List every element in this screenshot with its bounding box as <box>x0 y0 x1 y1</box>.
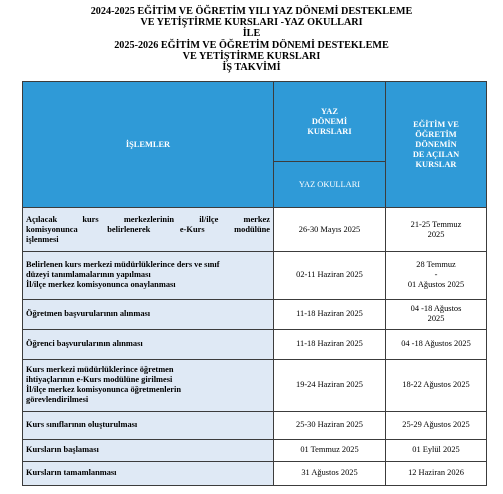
row-operation-line: komisyonunca belirlenerek e-Kurs modülüne <box>26 224 270 234</box>
row-egitim-date <box>386 329 487 359</box>
row-operation-line: ihtiyaçlarının e-Kurs modülüne girilmesi <box>26 375 173 385</box>
column-header-egitim-line: EĞİTİM VE <box>413 119 459 129</box>
row-operation-line: Belirlenen kurs merkezi müdürlüklerince ders ve sınıf <box>26 260 220 270</box>
column-header-yaz-line: KURSLARI <box>307 126 352 136</box>
row-operation-line: Kurs sınıflarının oluşturulması <box>26 420 138 430</box>
row-yaz-date <box>274 439 386 461</box>
row-egitim-date <box>386 252 487 299</box>
row-yaz-date <box>274 411 386 439</box>
header-line: 2024-2025 EĞİTİM VE ÖĞRETİM YILI YAZ DÖNEMİ DESTEKLEME <box>90 6 413 17</box>
row-operation-line: Öğrenci başvurularının alınması <box>26 339 143 349</box>
row-yaz-date <box>274 252 386 299</box>
column-header-yaz <box>274 82 386 162</box>
row-operation <box>23 461 274 485</box>
column-header-egitim-line: ÖĞRETİM <box>415 129 457 139</box>
row-yaz-date-line: 25-30 Haziran 2025 <box>296 420 363 430</box>
column-subheader-yaz-okullari: YAZ OKULLARI <box>274 162 386 208</box>
row-operation-line: İl/ilçe merkez komisyonunca onaylanması <box>26 280 176 290</box>
column-header-islemler: İŞLEMLER <box>23 82 274 208</box>
row-operation <box>23 359 274 411</box>
row-egitim-date-line: 25-29 Ağustos 2025 <box>402 420 470 430</box>
row-yaz-date-line: 11-18 Haziran 2025 <box>296 309 363 319</box>
row-operation <box>23 329 274 359</box>
row-yaz-date-line: 26-30 Mayıs 2025 <box>298 224 361 234</box>
table-row <box>23 329 487 359</box>
table-row <box>23 359 487 411</box>
row-operation-line: Kursların tamamlanması <box>26 468 117 478</box>
row-operation <box>23 439 274 461</box>
header-line: 2025-2026 EĞİTİM VE ÖĞRETİM DÖNEMİ DESTEKLEME <box>114 39 389 51</box>
schedule-table <box>22 81 487 486</box>
column-header-egitim-line: DE AÇILAN <box>412 149 460 159</box>
row-egitim-date-line: 28 Temmuz <box>416 260 456 270</box>
header-line: İŞ TAKVİMİ <box>222 62 281 74</box>
column-header-egitim <box>386 82 487 208</box>
column-header-yaz-line: DÖNEMİ <box>311 116 348 126</box>
column-header-egitim-line: KURSLAR <box>415 159 457 169</box>
table-row <box>23 208 487 252</box>
row-egitim-date <box>386 411 487 439</box>
row-egitim-date-line: 2025 <box>427 229 445 239</box>
header-line: VE YETİŞTİRME KURSLARI -YAZ OKULLARI <box>140 17 363 29</box>
header-line: İLE <box>242 28 261 40</box>
row-egitim-date-line: - <box>434 270 438 280</box>
row-egitim-date-line: 2025 <box>427 314 445 324</box>
row-operation <box>23 208 274 252</box>
row-yaz-date <box>274 359 386 411</box>
row-egitim-date-line: 12 Haziran 2026 <box>408 468 464 478</box>
row-yaz-date <box>274 329 386 359</box>
row-egitim-date <box>386 461 487 485</box>
row-operation-line: Kursların başlaması <box>26 445 99 455</box>
column-header-egitim-line: DÖNEMİN <box>415 139 457 149</box>
row-egitim-date <box>386 299 487 329</box>
row-egitim-date-line: 18-22 Ağustos 2025 <box>402 380 470 390</box>
row-yaz-date <box>274 208 386 252</box>
row-operation-line: görevlendirilmesi <box>26 395 89 405</box>
row-yaz-date <box>274 299 386 329</box>
row-egitim-date-line: 04 -18 Ağustos <box>410 304 462 314</box>
row-yaz-date-line: 11-18 Haziran 2025 <box>296 339 363 349</box>
table-row <box>23 439 487 461</box>
row-egitim-date-line: 04 -18 Ağustos 2025 <box>401 339 471 349</box>
row-egitim-date-line: 01 Eylül 2025 <box>412 445 460 455</box>
row-operation-line: Öğretmen başvurularının alınması <box>26 309 151 319</box>
table-row <box>23 299 487 329</box>
row-operation-line: düzeyi tanımlamalarının yapılması <box>26 270 151 280</box>
row-operation <box>23 299 274 329</box>
row-egitim-date-line: 01 Ağustos 2025 <box>407 280 465 290</box>
row-operation-line: İl/ilçe merkez komisyonunca öğretmenlerin <box>26 385 181 395</box>
row-egitim-date <box>386 208 487 252</box>
table-row <box>23 461 487 485</box>
row-egitim-date-line: 21-25 Temmuz <box>410 219 462 229</box>
row-operation-line: işlenmesi <box>26 234 59 244</box>
column-header-yaz-line: YAZ <box>321 106 338 116</box>
row-egitim-date <box>386 439 487 461</box>
document-header <box>0 6 503 73</box>
row-yaz-date-line: 02-11 Haziran 2025 <box>296 270 363 280</box>
row-operation-line: Kurs merkezi müdürlüklerince öğretmen <box>26 365 174 375</box>
header-line: VE YETİŞTİRME KURSLARI <box>182 50 321 62</box>
table-row <box>23 252 487 299</box>
row-yaz-date <box>274 461 386 485</box>
row-yaz-date-line: 31 Ağustos 2025 <box>301 468 358 478</box>
row-operation <box>23 411 274 439</box>
row-operation <box>23 252 274 299</box>
row-operation-line: Açılacak kurs merkezlerinin il/ilçe merkez <box>26 214 270 224</box>
table-row <box>23 411 487 439</box>
row-egitim-date <box>386 359 487 411</box>
row-yaz-date-line: 19-24 Haziran 2025 <box>296 380 363 390</box>
row-yaz-date-line: 01 Temmuz 2025 <box>300 445 359 455</box>
